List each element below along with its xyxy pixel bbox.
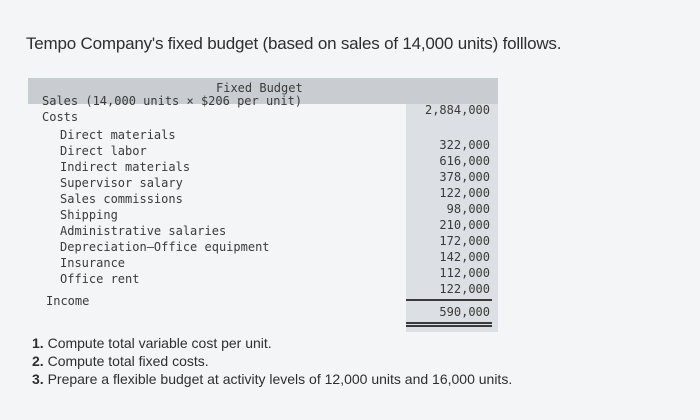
instruction-number: 3. xyxy=(32,371,44,387)
fixed-budget-table xyxy=(28,74,498,332)
cost-label: Indirect materials xyxy=(60,160,191,174)
cost-value: 322,000 xyxy=(439,138,490,152)
cost-label: Direct labor xyxy=(60,144,147,158)
income-label: Income xyxy=(46,294,90,308)
instruction-item xyxy=(32,370,512,388)
costs-label: Costs xyxy=(42,110,79,124)
sales-value: 2,884,000 xyxy=(424,103,490,117)
income-double-underline xyxy=(406,322,492,324)
instruction-item xyxy=(32,334,512,352)
cost-value: 172,000 xyxy=(439,234,490,248)
instructions-list xyxy=(32,334,512,388)
instruction-number: 2. xyxy=(32,353,44,369)
cost-label: Direct materials xyxy=(60,128,176,142)
cost-label: Insurance xyxy=(60,256,126,270)
cost-label: Depreciation—Office equipment xyxy=(60,240,270,254)
cost-value: 98,000 xyxy=(446,202,490,216)
cost-value: 378,000 xyxy=(439,170,490,184)
cost-label: Supervisor salary xyxy=(60,176,183,190)
total-cost-underline xyxy=(406,299,492,301)
cost-value: 210,000 xyxy=(439,218,490,232)
cost-values xyxy=(406,137,490,297)
cost-value: 142,000 xyxy=(439,250,490,264)
instruction-item xyxy=(32,352,512,370)
income-value: 590,000 xyxy=(439,305,490,319)
sales-label: Sales (14,000 units × $206 per unit) xyxy=(42,94,303,108)
cost-label: Sales commissions xyxy=(60,192,183,206)
income-double-underline xyxy=(406,325,492,327)
cost-label: Office rent xyxy=(60,272,140,286)
cost-label: Shipping xyxy=(60,208,118,222)
cost-value: 616,000 xyxy=(439,154,490,168)
cost-label: Administrative salaries xyxy=(60,224,227,238)
cost-labels xyxy=(60,127,270,287)
instruction-text: Compute total variable cost per unit. xyxy=(43,335,272,351)
instruction-text: Prepare a flexible budget at activity levels of 12,000 units and 16,000 units. xyxy=(43,371,513,387)
cost-value: 122,000 xyxy=(439,186,490,200)
instruction-text: Compute total fixed costs. xyxy=(43,353,209,369)
problem-heading: Tempo Company's fixed budget (based on sales of 14,000 units) folllows. xyxy=(26,34,562,53)
cost-value: 112,000 xyxy=(439,266,490,280)
instruction-number: 1. xyxy=(32,335,44,351)
cost-value: 122,000 xyxy=(439,282,490,296)
column-title: Fixed Budget xyxy=(216,81,303,95)
